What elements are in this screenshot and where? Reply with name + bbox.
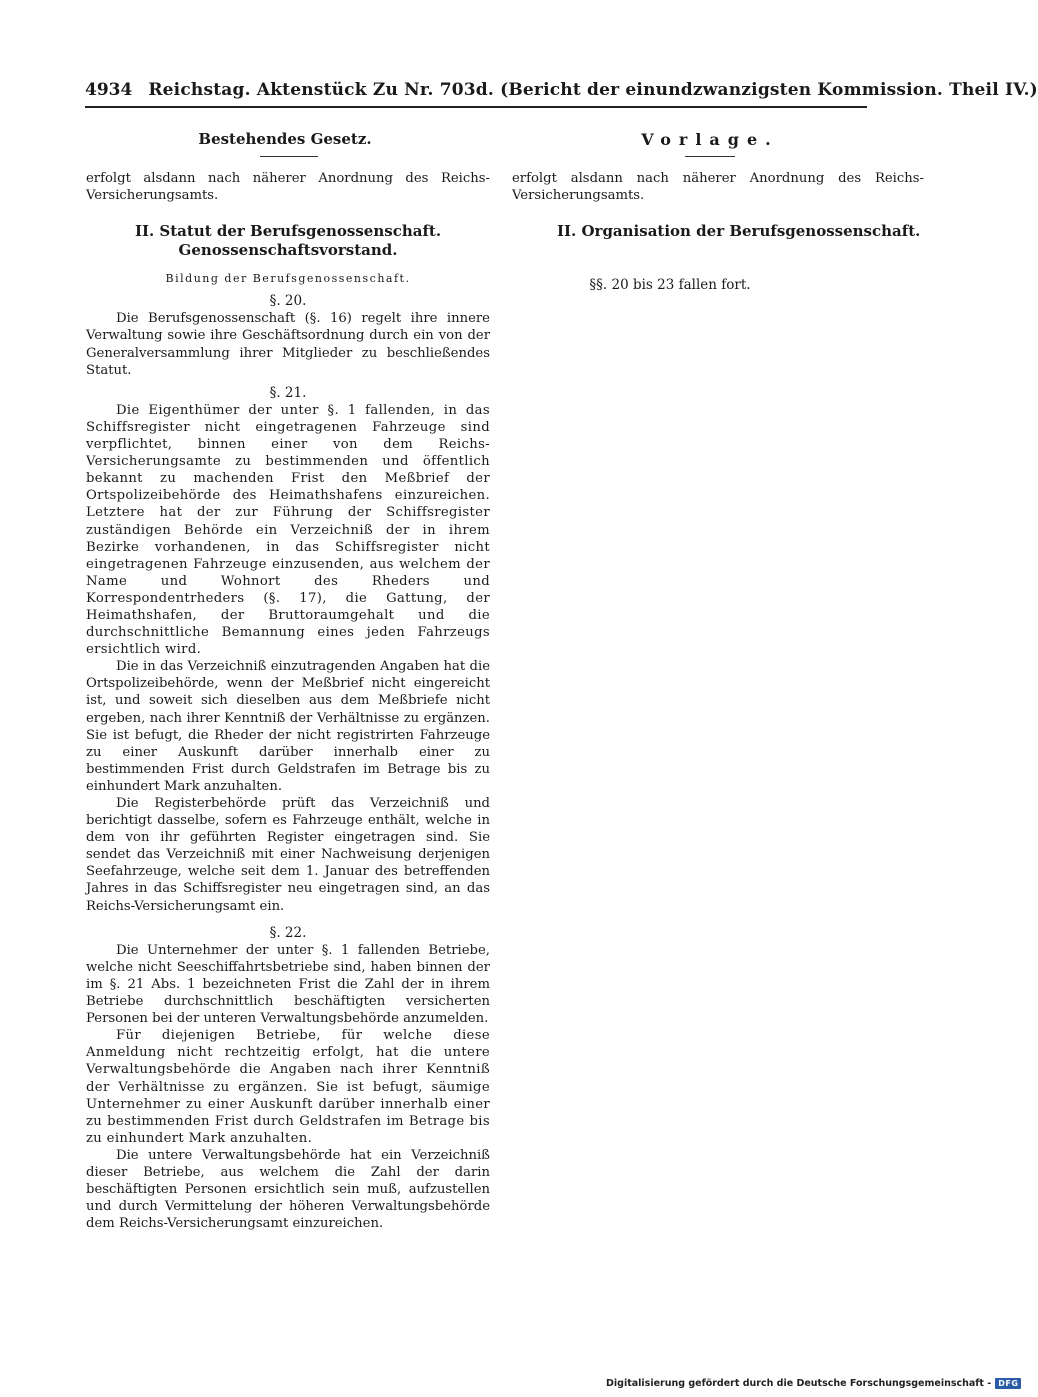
paragraph-number: §. 21. xyxy=(269,384,307,401)
dfg-logo-icon: DFG xyxy=(995,1378,1021,1389)
right-note: §§. 20 bis 23 fallen fort. xyxy=(589,277,751,294)
paragraph-text: Die Unternehmer der unter §. 1 fallenden Betriebe, welche nicht Seeschiffahrtsbetriebe sind, haben binnen der im §. 21 Abs. 1 bezeichneten Frist die Zahl der in ihrem Betriebe durchschnittlich beschäftigten versicherten Personen bei der unteren Verwaltungsbehörde anzumelden. xyxy=(86,942,490,1027)
paragraph-text: Die Eigenthümer der unter §. 1 fallenden, in das Schiffsregister nicht eingetragenen Fahrzeuge sind verpflichtet, binnen einer von dem Reichs-Versicherungsamte zu bestimmenden und öffentlich bekannt zu machenden Frist den Meßbrief der Ortspolizeibehörde des Heimathshafens einzureichen. Letztere hat der zur Führung der Schiffsregister zuständigen Behörde ein Verzeichniß der in ihrem Bezirke vorhandenen, in das Schiffsregister nicht eingetragenen Fahrzeuge einzusenden, aus welchem der Name und Wohnort des Rheders und Korrespondentrheders (§. 17), die Gattung, der Heimathshafen, der Bruttoraumgehalt und die durchschnittliche Bemannung eines jeden Fahrzeugs ersichtlich wird. xyxy=(86,402,490,658)
left-heading-rule xyxy=(260,156,318,157)
paragraph-text: Die Berufsgenossenschaft (§. 16) regelt ihre innere Verwaltung sowie ihre Geschäftsordnung durch ein von der Generalversammlung ihrer Mitglieder zu beschließendes Statut. xyxy=(86,311,490,378)
paragraph-text: Die untere Verwaltungsbehörde hat ein Verzeichniß dieser Betriebe, aus welchem die Zahl der darin beschäftigten Personen ersichtlich sein muß, aufzustellen und durch Vermittelung der höheren Verwaltungsbehörde dem Reichs-Versicherungsamt einzureichen. xyxy=(86,1147,490,1232)
left-section-title: II. Statut der Berufsgenossenschaft. Genossenschaftsvorstand. xyxy=(134,222,442,260)
paragraph-number: §. 20. xyxy=(269,293,307,310)
paragraph-text: Für diejenigen Betriebe, für welche diese Anmeldung nicht rechtzeitig erfolgt, hat die untere Verwaltungsbehörde die Angaben nach ihrer Kenntniß der Verhältnisse zu ergänzen. Sie ist befugt, säumige Unternehmer zu einer Auskunft darüber innerhalb einer zu bestimmenden Frist durch Geldstrafen im Betrage bis zu einhundert Mark anzuhalten. xyxy=(86,1028,490,1146)
left-subsection-title: Bildung der Berufsgenossenschaft. xyxy=(165,272,411,286)
page-number: 4934 xyxy=(85,80,133,100)
paragraph-number: §. 22. xyxy=(269,924,307,941)
left-column xyxy=(86,170,490,1232)
right-column xyxy=(512,170,924,294)
header-rule xyxy=(85,106,867,108)
paragraph-text: Die in das Verzeichniß einzutragenden Angaben hat die Ortspolizeibehörde, wenn der Meßbrief nicht eingereicht ist, und soweit sich dieselben aus dem Meßbriefe nicht ergeben, nach ihrer Kenntniß der Verhältnisse zu ergänzen. Sie ist befugt, die Rheder der nicht registrirten Fahrzeuge zu einer Auskunft darüber innerhalb einer zu bestimmenden Frist durch Geldstrafen im Betrage bis zu einhundert Mark anzuhalten. xyxy=(86,659,490,794)
paragraph-text: Die Registerbehörde prüft das Verzeichniß und berichtigt dasselbe, sofern es Fahrzeuge enthält, welche in dem von ihr geführten Register eingetragen sind. Sie sendet das Verzeichniß mit einer Nachweisung derjenigen Seefahrzeuge, welche seit dem 1. Januar des betreffenden Jahres in das Schiffsregister neu eingetragen sind, an das Reichs-Versicherungsamt ein. xyxy=(86,796,490,914)
right-intro: erfolgt alsdann nach näherer Anordnung des Reichs-Versicherungsamts. xyxy=(512,171,924,204)
digitization-credit xyxy=(606,1378,1021,1389)
page-running-title: Reichstag. Aktenstück Zu Nr. 703d. (Bericht der einundzwanzigsten Kommission. Theil IV.) xyxy=(148,80,1038,100)
left-intro: erfolgt alsdann nach näherer Anordnung des Reichs-Versicherungsamts. xyxy=(86,171,490,204)
right-heading-rule xyxy=(685,156,735,157)
left-column-heading: Bestehendes Gesetz. xyxy=(198,130,372,148)
credit-text: Digitalisierung gefördert durch die Deutsche Forschungsgemeinschaft - xyxy=(606,1378,992,1389)
right-column-heading: Vorlage. xyxy=(641,130,779,149)
right-section-title: II. Organisation der Berufsgenossenschaft. xyxy=(557,222,921,241)
page-header xyxy=(85,80,1038,100)
